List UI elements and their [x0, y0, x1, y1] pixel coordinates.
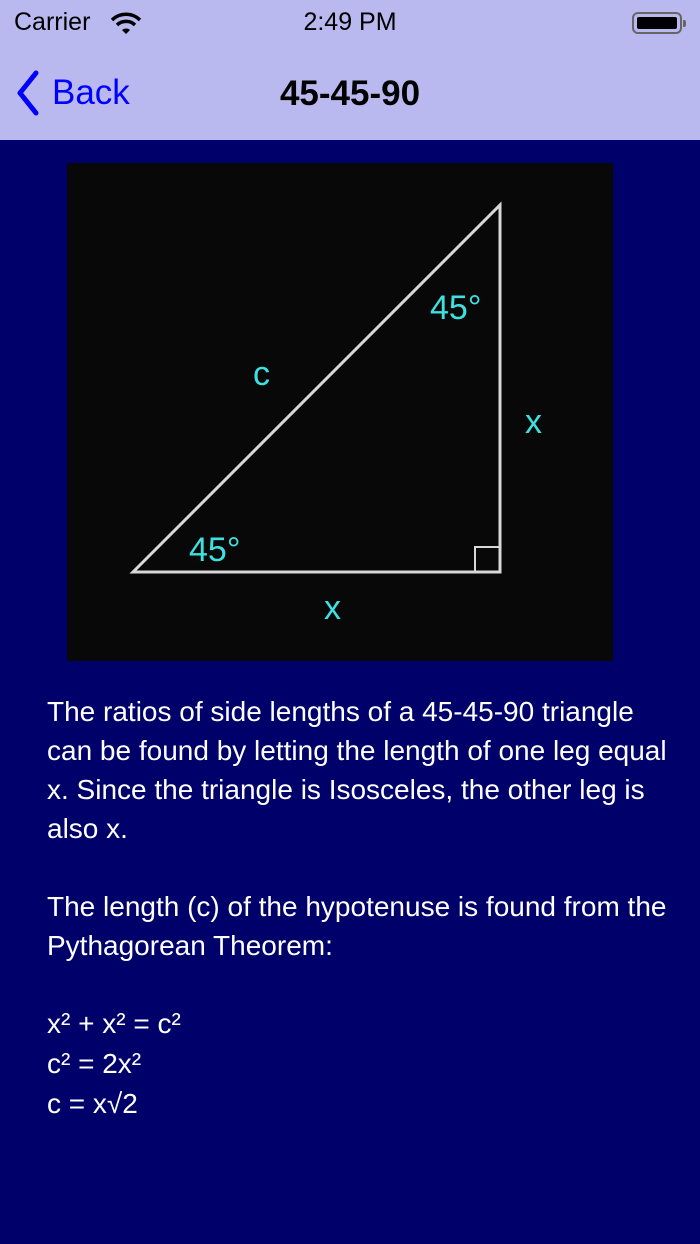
carrier-label: Carrier — [14, 8, 91, 36]
equation-3: c = x√2 — [47, 1088, 138, 1119]
top-angle-label: 45° — [430, 289, 482, 327]
triangle-diagram — [67, 163, 613, 661]
time-label: 2:49 PM — [303, 8, 397, 36]
hypotenuse-label: c — [253, 355, 270, 393]
explanation-text — [47, 692, 667, 1124]
battery-icon — [632, 12, 682, 34]
bottom-angle-label: 45° — [189, 531, 241, 569]
vertical-leg-label: x — [525, 403, 542, 441]
back-label: Back — [52, 73, 130, 112]
paragraph-ratios: The ratios of side lengths of a 45-45-90 triangle can be found by letting the length of one leg equal x. Since the triangle is Isosceles, the other leg is also x. — [47, 696, 667, 844]
navigation-header — [0, 0, 700, 140]
page-title: 45-45-90 — [279, 74, 421, 113]
horizontal-leg-label: x — [324, 589, 341, 627]
equation-1: x² + x² = c² — [47, 1008, 181, 1039]
right-angle-mark — [475, 547, 500, 572]
paragraph-hypotenuse: The length (c) of the hypotenuse is found from the Pythagorean Theorem: — [47, 891, 667, 961]
triangle-shape — [133, 205, 500, 572]
equation-2: c² = 2x² — [47, 1048, 142, 1079]
